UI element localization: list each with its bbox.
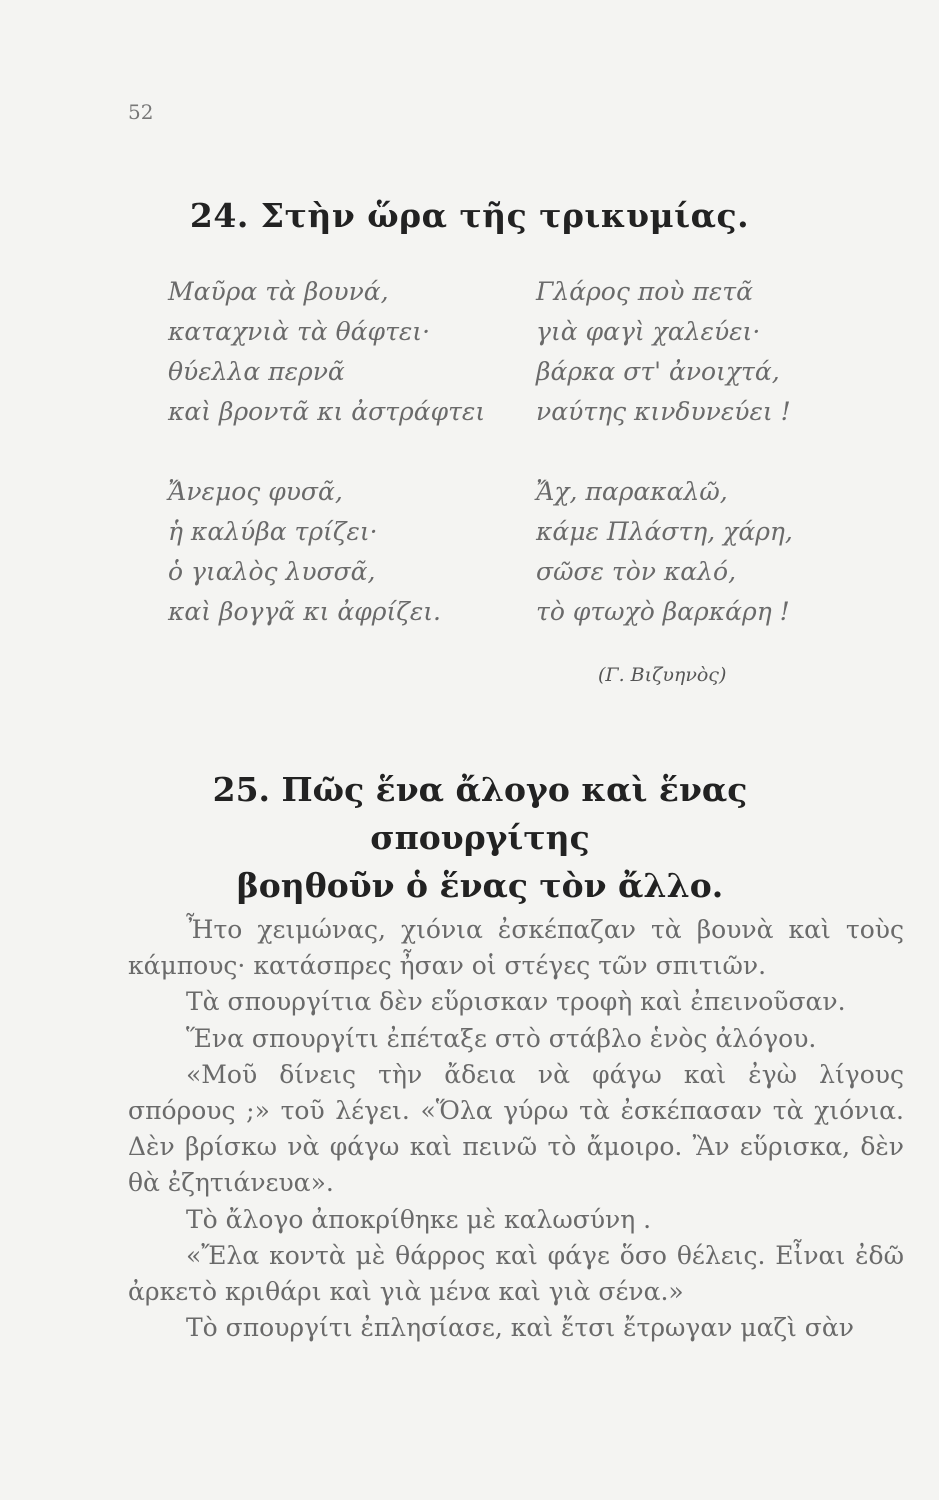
story-paragraph: Τὸ ἄλογο ἀποκρίθηκε μὲ καλωσύνη . [186, 1204, 652, 1234]
poem-line: βάρκα στ' ἀνοιχτά, [536, 357, 780, 386]
page-number: 52 [128, 100, 154, 124]
poem-line: Ἄνεμος φυσᾶ, [168, 477, 343, 506]
story-body [128, 912, 904, 1346]
poem-stanza-3 [168, 472, 498, 632]
story-paragraph: «Μοῦ δίνεις τὴν ἄδεια νὰ φάγω καὶ ἐγὼ λίγους σπόρους ;» τοῦ λέγει. «Ὅλα γύρω τὰ ἐσκέπασαν τὰ χιόνια. Δὲν βρίσκω νὰ φάγω καὶ πεινῶ τὸ ἄμοιρο. Ἂν εὕρισκα, δὲν θὰ ἐζητιάνευα». [128, 1059, 904, 1198]
poem-stanza-1 [168, 272, 498, 432]
poem-stanza-4 [536, 472, 866, 632]
poem-line: ναύτης κινδυνεύει ! [536, 397, 791, 426]
poem-line: καὶ βροντᾶ κι ἀστράφτει [168, 397, 486, 426]
poem-line: κάμε Πλάστη, χάρη, [536, 517, 793, 546]
poem-stanza-2 [536, 272, 866, 432]
story-paragraph: Ἕνα σπουργίτι ἐπέταξε στὸ στάβλο ἑνὸς ἀλόγου. [186, 1023, 817, 1053]
poem-line: καὶ βογγᾶ κι ἀφρίζει. [168, 597, 441, 626]
story-title-line-1: 25. Πῶς ἕνα ἄλογο καὶ ἕνας σπουργίτης [212, 770, 748, 857]
poem-line: σῶσε τὸν καλό, [536, 557, 737, 586]
story-paragraph: Τὰ σπουργίτια δὲν εὕρισκαν τροφὴ καὶ ἐπεινοῦσαν. [186, 987, 846, 1017]
poem-title: 24. Στὴν ὥρα τῆς τρικυμίας. [189, 196, 750, 235]
poem-line: θύελλα περνᾶ [168, 357, 345, 386]
poem-line: ὁ γιαλὸς λυσσᾶ, [168, 557, 376, 586]
poem-line: γιὰ φαγὶ χαλεύει· [536, 317, 761, 346]
story-title-line-2: βοηθοῦν ὁ ἕνας τὸν ἄλλο. [236, 866, 724, 905]
poem-line: Ἄχ, παρακαλῶ, [536, 477, 728, 506]
poem-attribution: (Γ. Βιζυηνὸς) [598, 664, 727, 686]
poem-line: ἡ καλύβα τρίζει· [168, 517, 378, 546]
story-paragraph: «Ἔλα κοντὰ μὲ θάρρος καὶ φάγε ὅσο θέλεις. Εἶναι ἐδῶ ἀρκετὸ κριθάρι καὶ γιὰ μένα καὶ γιὰ σένα.» [128, 1240, 904, 1307]
story-paragraph: Ἦτο χειμώνας, χιόνια ἐσκέπαζαν τὰ βουνὰ καὶ τοὺς κάμπους· κατάσπρες ἦσαν οἱ στέγες τῶν σπιτιῶν. [128, 915, 904, 981]
poem-line: Γλάρος ποὺ πετᾶ [536, 277, 753, 306]
poem-line: καταχνιὰ τὰ θάφτει· [168, 317, 431, 346]
story-paragraph: Τὸ σπουργίτι ἐπλησίασε, καὶ ἔτσι ἔτρωγαν μαζὶ σὰν [186, 1313, 854, 1343]
poem-line: τὸ φτωχὸ βαρκάρη ! [536, 597, 790, 626]
story-title [130, 766, 830, 910]
poem-line: Μαῦρα τὰ βουνά, [168, 277, 389, 306]
